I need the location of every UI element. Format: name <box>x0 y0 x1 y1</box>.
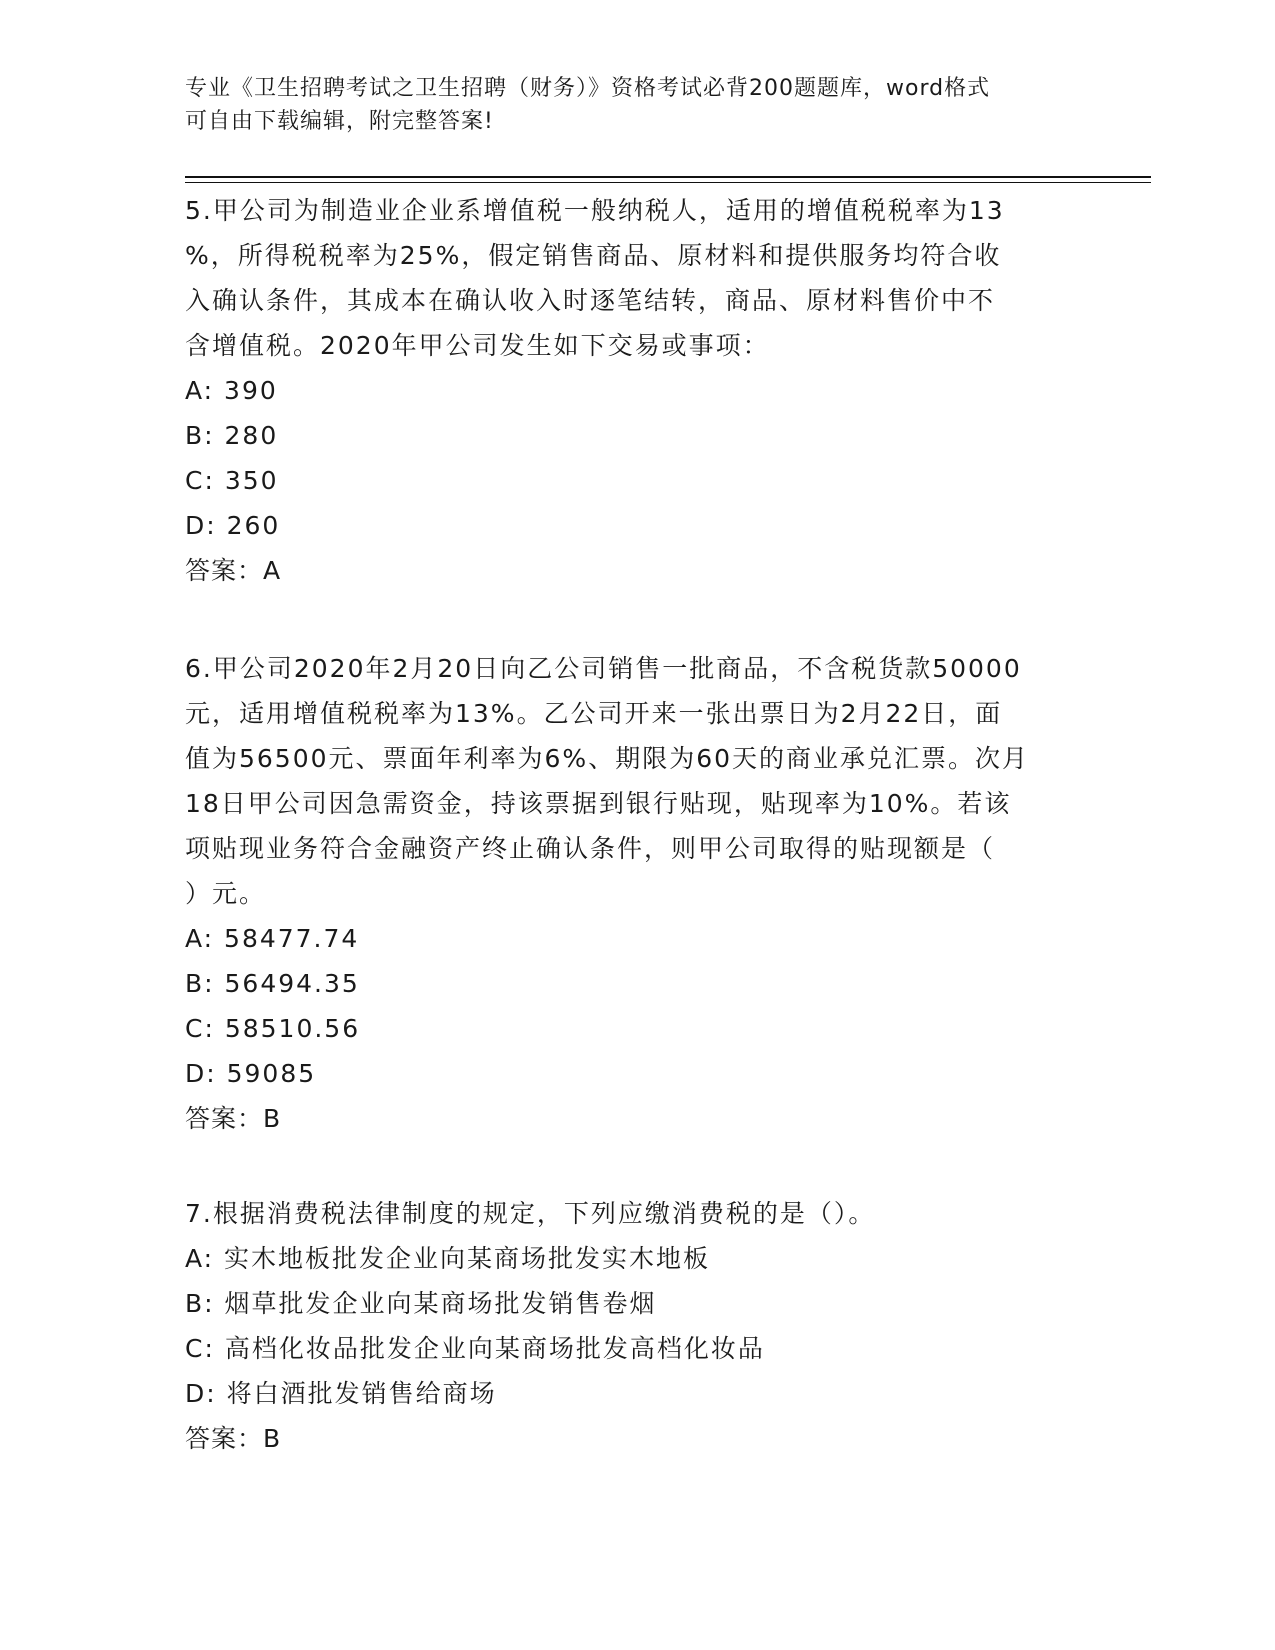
option-c: C: 58510.56 <box>185 1014 361 1043</box>
question-stem-line: 入确认条件，其成本在确认收入时逐笔结转，商品、原材料售价中不 <box>185 286 996 315</box>
question-6 <box>185 646 1085 1141</box>
option-a: A: 实木地板批发企业向某商场批发实木地板 <box>185 1244 711 1273</box>
answer-line: 答案：A <box>185 556 282 585</box>
option-d: D: 260 <box>185 511 281 540</box>
question-stem-line: 18日甲公司因急需资金，持该票据到银行贴现，贴现率为10%。若该 <box>185 789 1012 818</box>
header-divider-thin <box>185 182 1151 183</box>
header-line-1: 专业《卫生招聘考试之卫生招聘（财务）》资格考试必背200题题库，word格式 <box>185 76 991 101</box>
question-stem-line: 含增值税。2020年甲公司发生如下交易或事项： <box>185 331 770 360</box>
header-divider-thick <box>185 176 1151 178</box>
answer-line: 答案：B <box>185 1104 282 1133</box>
question-stem-line: %，所得税税率为25%，假定销售商品、原材料和提供服务均符合收 <box>185 241 1002 270</box>
option-c: C: 350 <box>185 466 279 495</box>
option-b: B: 280 <box>185 421 279 450</box>
option-b: B: 烟草批发企业向某商场批发销售卷烟 <box>185 1289 657 1318</box>
question-stem-line: 元，适用增值税税率为13%。乙公司开来一张出票日为2月22日，面 <box>185 699 1003 728</box>
question-stem-line: 6.甲公司2020年2月20日向乙公司销售一批商品，不含税货款50000 <box>185 654 1022 683</box>
option-d: D: 将白酒批发销售给商场 <box>185 1379 497 1408</box>
question-stem-line: 7.根据消费税法律制度的规定，下列应缴消费税的是（）。 <box>185 1199 876 1228</box>
question-stem-line: 值为56500元、票面年利率为6%、期限为60天的商业承兑汇票。次月 <box>185 744 1030 773</box>
question-7 <box>185 1191 1085 1461</box>
question-5 <box>185 188 1085 593</box>
answer-line: 答案：B <box>185 1424 282 1453</box>
document-header <box>185 72 1085 138</box>
question-stem-line: 项贴现业务符合金融资产终止确认条件，则甲公司取得的贴现额是（ <box>185 834 996 863</box>
question-stem-line: ）元。 <box>185 879 267 908</box>
option-d: D: 59085 <box>185 1059 317 1088</box>
option-b: B: 56494.35 <box>185 969 360 998</box>
option-c: C: 高档化妆品批发企业向某商场批发高档化妆品 <box>185 1334 765 1363</box>
header-line-2: 可自由下载编辑，附完整答案! <box>185 109 494 134</box>
option-a: A: 390 <box>185 376 278 405</box>
question-stem-line: 5.甲公司为制造业企业系增值税一般纳税人，适用的增值税税率为13 <box>185 196 1005 225</box>
option-a: A: 58477.74 <box>185 924 360 953</box>
